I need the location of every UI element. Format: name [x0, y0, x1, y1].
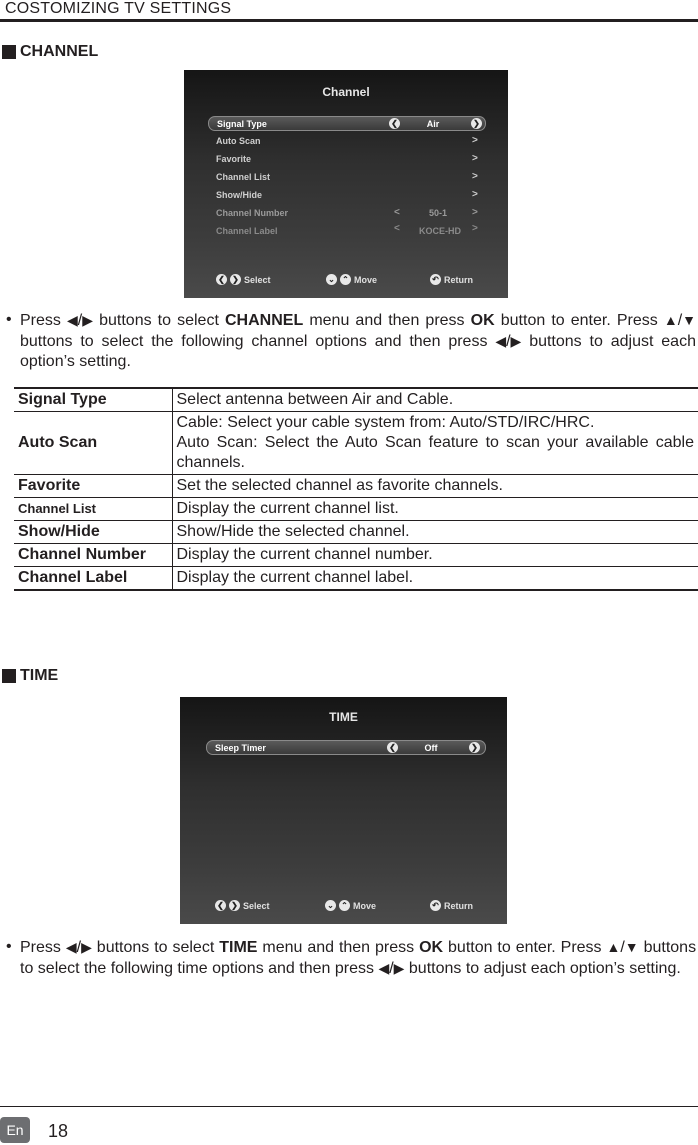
right-triangle-icon: ▶ — [510, 333, 522, 349]
right-arrow-icon: ❯ — [469, 742, 480, 753]
menu-row-favorite[interactable] — [208, 152, 486, 167]
left-arrow-icon: ❮ — [389, 118, 400, 129]
channel-heading — [2, 43, 98, 61]
menu-row-channel-list[interactable] — [208, 170, 486, 185]
text-segment: button to enter. Press — [500, 312, 658, 329]
left-triangle-icon: ◀ — [65, 939, 77, 955]
time-heading — [2, 667, 58, 685]
channel-heading-text: CHANNEL — [20, 43, 99, 60]
menu-row-value: KOCE-HD — [419, 226, 461, 236]
footer-select-label: Select — [243, 900, 270, 911]
menu-row-label: Channel List — [216, 172, 271, 182]
footer-return-label: Return — [444, 274, 473, 285]
menu-row-label: Show/Hide — [216, 190, 263, 200]
option-desc: Show/Hide the selected channel. — [172, 521, 698, 544]
page-header-title: COSTOMIZING TV SETTINGS — [5, 0, 232, 17]
down-triangle-icon: ▼ — [682, 312, 697, 328]
footer-select — [215, 900, 270, 911]
menu-row-label: Sleep Timer — [215, 743, 266, 753]
table-row — [14, 521, 698, 544]
text-segment: button to enter. Press — [448, 939, 602, 956]
text-segment: buttons to select the following time options and then press — [20, 939, 697, 977]
text-segment: buttons to adjust each option’s setting. — [408, 960, 681, 977]
menu-row-sleep-timer[interactable] — [206, 740, 486, 755]
channel-instruction-text: Press ◀/▶ buttons to select CHANNEL menu and then press OK button to enter. Press ▲/▼ buttons to select the following channel options and then press ◀/▶ buttons to adjust each option’s setting. — [20, 312, 697, 370]
chevron-right-icon: > — [472, 189, 478, 200]
time-heading-text: TIME — [20, 667, 59, 684]
menu-name: CHANNEL — [225, 312, 304, 329]
menu-row-value: 50-1 — [428, 208, 447, 218]
option-desc: Display the current channel number. — [172, 544, 698, 567]
option-name: Channel Label — [14, 567, 172, 591]
table-row — [14, 412, 698, 475]
text-segment: buttons to select — [99, 312, 219, 329]
footer-select-label: Select — [244, 274, 271, 285]
page-footer-rule — [0, 1106, 698, 1107]
footer-select — [216, 274, 271, 285]
up-triangle-icon: ▲ — [663, 312, 678, 328]
bullet: • — [6, 311, 12, 328]
option-desc: Set the selected channel as favorite channels. — [172, 475, 698, 498]
right-arrow-icon: ❯ — [229, 900, 240, 911]
channel-menu-screen — [184, 70, 508, 298]
footer-move — [326, 274, 377, 285]
screen-footer — [180, 900, 507, 914]
footer-move — [325, 900, 376, 911]
chevron-right-icon: > — [472, 135, 478, 146]
right-triangle-icon: ▶ — [82, 312, 94, 328]
footer-return — [430, 274, 473, 285]
text-segment: menu and then press — [262, 939, 415, 956]
option-name: Channel List — [14, 498, 172, 521]
square-bullet-icon — [2, 669, 16, 683]
time-menu-screen — [180, 697, 507, 924]
left-triangle-icon: ◀ — [67, 312, 78, 328]
language-badge: En — [0, 1117, 30, 1143]
left-triangle-icon: ◀ — [378, 960, 390, 976]
left-triangle-icon: ◀ — [495, 333, 507, 349]
table-row — [14, 544, 698, 567]
down-arrow-icon: ⌄ — [326, 274, 337, 285]
chevron-right-icon: > — [472, 153, 478, 164]
time-instruction — [6, 937, 696, 1003]
option-desc: Select antenna between Air and Cable. — [172, 388, 698, 412]
menu-row-channel-label[interactable] — [208, 224, 486, 239]
right-arrow-icon: ❯ — [230, 274, 241, 285]
option-desc: Display the current channel label. — [172, 567, 698, 591]
option-desc-line: Cable: Select your cable system from: Auto/STD/IRC/HRC. — [176, 414, 595, 431]
menu-name: TIME — [219, 939, 258, 956]
left-arrow-icon: ❮ — [216, 274, 227, 285]
option-name: Favorite — [14, 475, 172, 498]
menu-row-show-hide[interactable] — [208, 188, 486, 203]
text-segment: buttons to select — [96, 939, 215, 956]
left-arrow-icon: ❮ — [387, 742, 398, 753]
right-arrow-icon: ❯ — [471, 118, 482, 129]
chevron-right-icon: > — [472, 207, 478, 218]
chevron-left-icon: < — [394, 223, 400, 234]
menu-row-label: Channel Label — [216, 226, 278, 236]
menu-row-signal-type[interactable] — [208, 116, 486, 131]
menu-row-label: Favorite — [216, 154, 252, 164]
ok-key: OK — [470, 312, 495, 329]
option-name: Show/Hide — [14, 521, 172, 544]
table-row — [14, 475, 698, 498]
time-instruction-text: Press ◀/▶ buttons to select TIME menu and then press OK button to enter. Press ▲/▼ buttons to select the following time options and then press ◀/▶ buttons to adjust each option’s setting. — [20, 939, 697, 977]
menu-row-label: Auto Scan — [216, 136, 261, 146]
menu-row-channel-number[interactable] — [208, 206, 486, 221]
left-arrow-icon: ❮ — [215, 900, 226, 911]
text-press: Press — [20, 939, 61, 956]
footer-return-label: Return — [444, 900, 473, 911]
menu-row-label: Channel Number — [216, 208, 289, 218]
screen-footer — [184, 274, 508, 288]
footer-move-label: Move — [354, 274, 378, 285]
text-segment: buttons to select the following channel options and then press — [20, 333, 488, 350]
text-segment: menu and then press — [309, 312, 465, 329]
up-arrow-icon: ⌃ — [340, 274, 351, 285]
page-number: 18 — [48, 1121, 69, 1141]
option-desc-line: Auto Scan: Select the Auto Scan feature to scan your available cable channels. — [176, 434, 694, 471]
menu-row-value: Off — [424, 743, 438, 753]
screen-title: TIME — [329, 710, 358, 724]
table-row — [14, 567, 698, 591]
right-triangle-icon: ▶ — [81, 939, 92, 955]
right-triangle-icon: ▶ — [393, 960, 405, 976]
chevron-left-icon: < — [394, 207, 400, 218]
chevron-right-icon: > — [472, 223, 478, 234]
footer-return — [430, 900, 473, 911]
table-row — [14, 388, 698, 412]
channel-instruction — [6, 310, 696, 376]
screen-title: Channel — [322, 85, 370, 99]
text-segment: buttons to adjust each option’s setting. — [20, 333, 696, 370]
chevron-right-icon: > — [472, 171, 478, 182]
down-triangle-icon: ▼ — [624, 939, 639, 955]
ok-key: OK — [419, 939, 444, 956]
menu-row-label: Signal Type — [217, 119, 267, 129]
option-desc: Display the current channel list. — [172, 498, 698, 521]
up-triangle-icon: ▲ — [606, 939, 621, 955]
option-desc — [172, 412, 698, 475]
down-arrow-icon: ⌄ — [325, 900, 336, 911]
option-name: Signal Type — [14, 388, 172, 412]
square-bullet-icon — [2, 45, 16, 59]
option-name: Auto Scan — [14, 412, 172, 475]
table-row — [14, 498, 698, 521]
text-press: Press — [20, 312, 61, 329]
up-arrow-icon: ⌃ — [339, 900, 350, 911]
menu-row-value: Air — [426, 119, 440, 129]
page-header — [0, 0, 698, 22]
return-icon: ↶ — [430, 274, 441, 285]
return-icon: ↶ — [430, 900, 441, 911]
channel-options-table — [14, 387, 698, 591]
menu-row-auto-scan[interactable] — [208, 134, 486, 149]
bullet: • — [6, 938, 12, 955]
footer-move-label: Move — [353, 900, 377, 911]
option-name: Channel Number — [14, 544, 172, 567]
